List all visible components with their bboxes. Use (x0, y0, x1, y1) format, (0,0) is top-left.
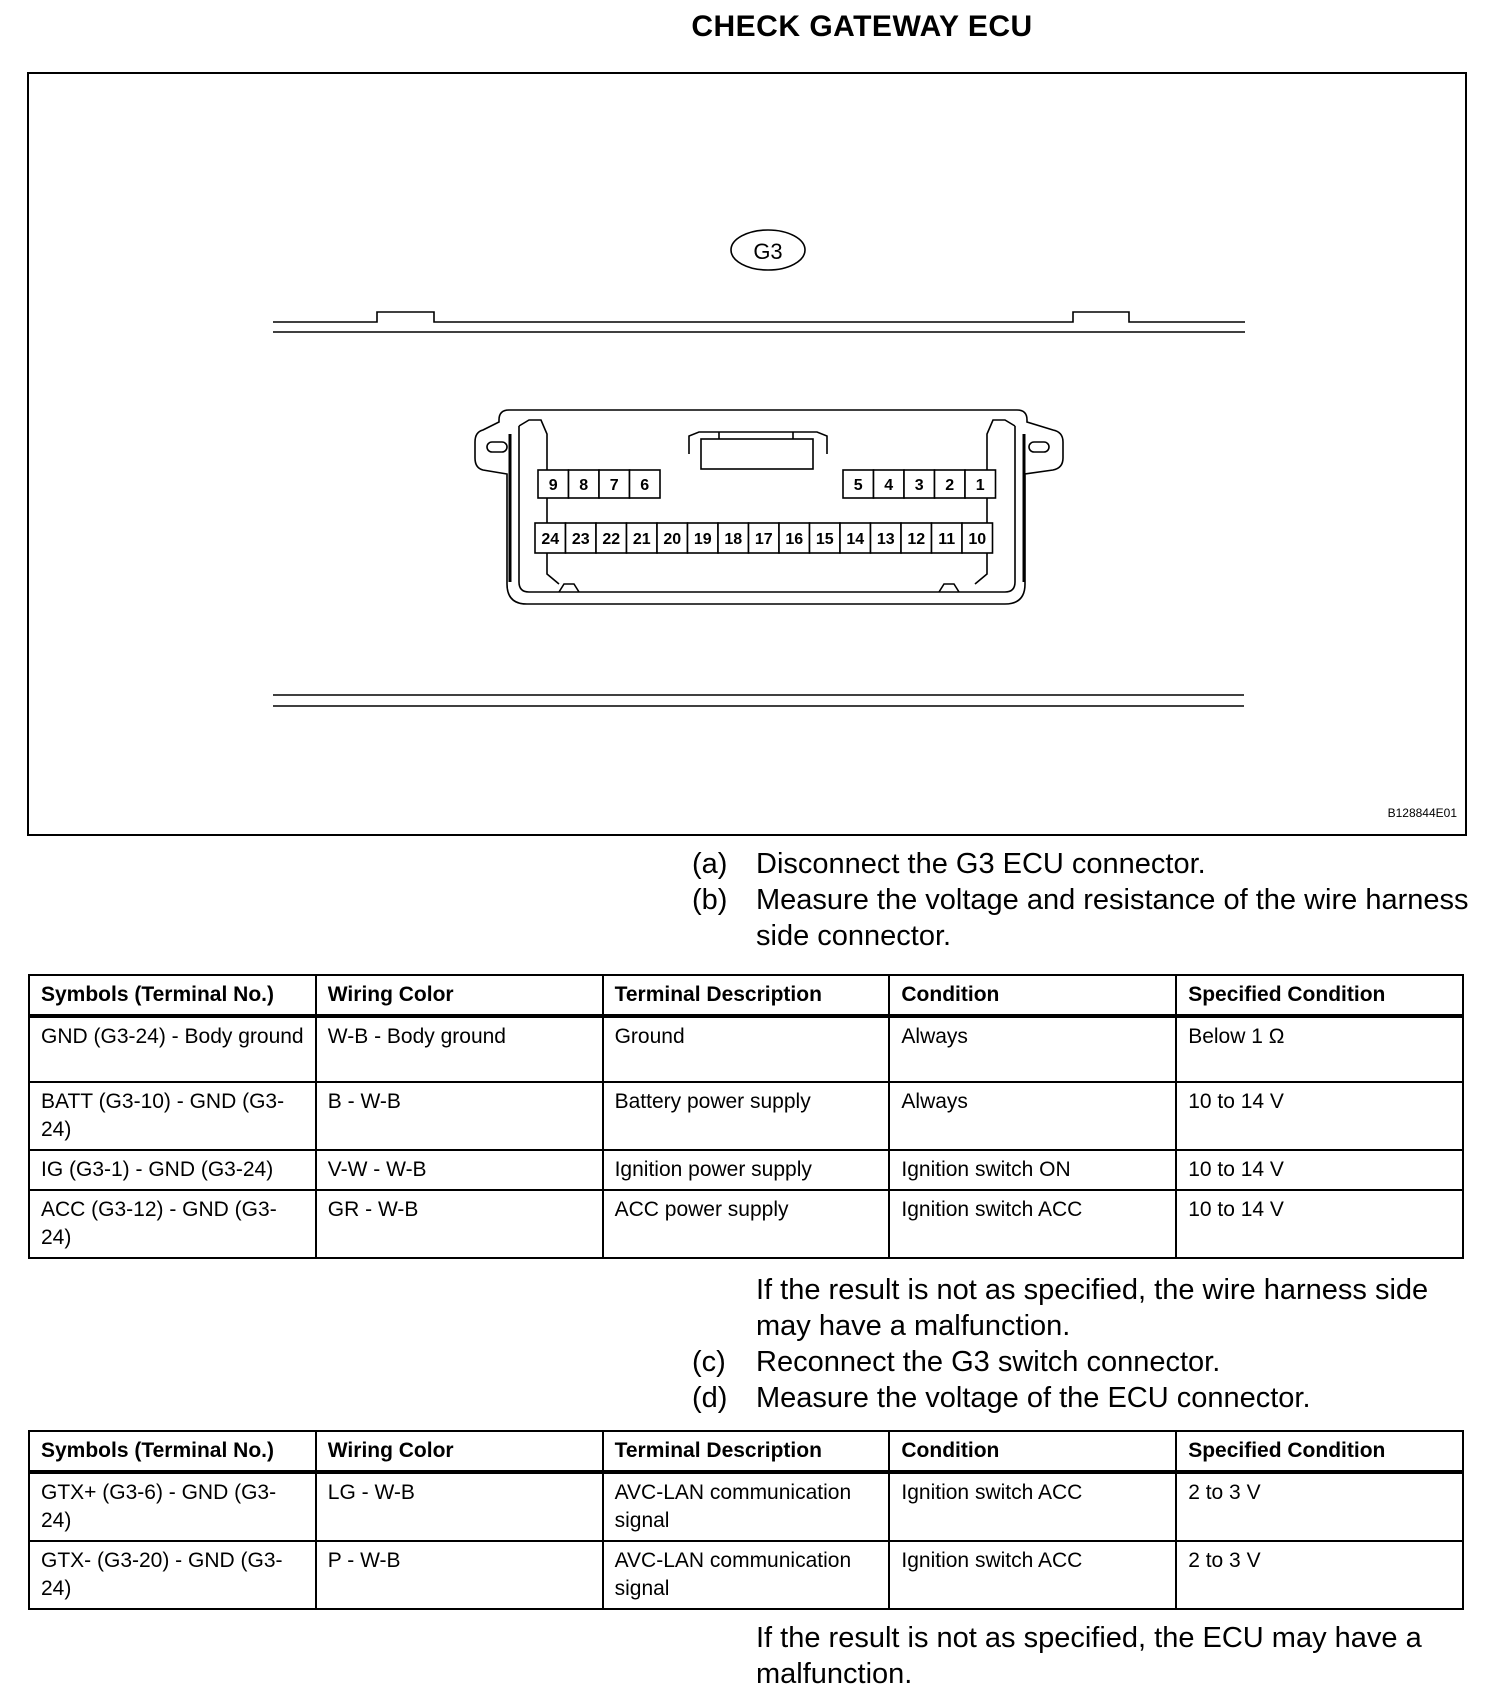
cell-specified-condition: 2 to 3 V (1176, 1541, 1463, 1609)
note-2: If the result is not as specified, the ECU may have a malfunction. (756, 1622, 1422, 1690)
cell-terminal-description: Battery power supply (603, 1082, 890, 1150)
cell-wiring-color: GR - W-B (316, 1190, 603, 1258)
pin-number: 24 (541, 531, 560, 548)
pin-number: 2 (945, 477, 955, 494)
pin-number: 4 (884, 477, 894, 494)
cell-condition: Always (889, 1016, 1176, 1082)
cell-specified-condition: 10 to 14 V (1176, 1150, 1463, 1190)
pin-number: 16 (785, 531, 804, 548)
header-specified-condition: Specified Condition (1176, 975, 1463, 1016)
page-title: CHECK GATEWAY ECU (691, 10, 1033, 43)
cell-terminal-description: Ignition power supply (603, 1150, 890, 1190)
connector-label: G3 (753, 239, 783, 264)
pin-number: 1 (975, 477, 985, 494)
pin-number: 11 (938, 531, 956, 548)
cell-wiring-color: V-W - W-B (316, 1150, 603, 1190)
cell-condition: Ignition switch ACC (889, 1541, 1176, 1609)
pin-number: 19 (693, 531, 712, 548)
cell-symbols: ACC (G3-12) - GND (G3-24) (29, 1190, 316, 1258)
cell-terminal-description: ACC power supply (603, 1190, 890, 1258)
pin-number: 15 (815, 531, 834, 548)
cell-condition: Ignition switch ON (889, 1150, 1176, 1190)
pin-number: 12 (907, 531, 926, 548)
pin-number: 3 (914, 477, 924, 494)
cell-wiring-color: W-B - Body ground (316, 1016, 603, 1082)
cell-symbols: IG (G3-1) - GND (G3-24) (29, 1150, 316, 1190)
cell-symbols: GTX+ (G3-6) - GND (G3-24) (29, 1472, 316, 1541)
pin-number: 22 (602, 531, 621, 548)
cell-specified-condition: 2 to 3 V (1176, 1472, 1463, 1541)
cell-condition: Always (889, 1082, 1176, 1150)
table-row (29, 1016, 1463, 1082)
measurement-table-1 (28, 974, 1464, 1259)
pin-row-upper-left (538, 470, 660, 498)
step-c: (c) Reconnect the G3 switch connector. (692, 1346, 1221, 1378)
pin-number: 7 (609, 477, 619, 494)
header-terminal-description: Terminal Description (603, 1431, 890, 1472)
pin-number: 5 (853, 477, 863, 494)
cell-wiring-color: P - W-B (316, 1541, 603, 1609)
pin-number: 10 (968, 531, 987, 548)
cell-specified-condition: 10 to 14 V (1176, 1082, 1463, 1150)
pin-number: 20 (663, 531, 682, 548)
cell-wiring-color: LG - W-B (316, 1472, 603, 1541)
header-symbols: Symbols (Terminal No.) (29, 1431, 316, 1472)
connector-figure (27, 72, 1467, 836)
pin-row-lower (535, 523, 993, 553)
pin-number: 14 (846, 531, 865, 548)
note-1: If the result is not as specified, the wire harness side may have a malfunction. (756, 1274, 1429, 1342)
cell-terminal-description: AVC-LAN communication signal (603, 1541, 890, 1609)
pin-number: 13 (876, 531, 895, 548)
cell-terminal-description: Ground (603, 1016, 890, 1082)
header-symbols: Symbols (Terminal No.) (29, 975, 316, 1016)
pin-number: 21 (632, 531, 651, 548)
pin-number: 23 (571, 531, 590, 548)
cell-wiring-color: B - W-B (316, 1082, 603, 1150)
cell-symbols: GTX- (G3-20) - GND (G3-24) (29, 1541, 316, 1609)
cell-terminal-description: AVC-LAN communication signal (603, 1472, 890, 1541)
table-row (29, 1541, 1463, 1609)
header-wiring-color: Wiring Color (316, 1431, 603, 1472)
cell-condition: Ignition switch ACC (889, 1190, 1176, 1258)
table-row (29, 1150, 1463, 1190)
table-header-row (29, 975, 1463, 1016)
steps-group-2 (692, 1344, 1472, 1416)
pin-number: 6 (640, 477, 650, 494)
step-d: (d) Measure the voltage of the ECU connector. (692, 1382, 1311, 1414)
cell-condition: Ignition switch ACC (889, 1472, 1176, 1541)
step-b: (b) Measure the voltage and resistance of the wire harness side connector. (692, 884, 1469, 952)
pin-number: 9 (548, 477, 558, 494)
pin-row-upper-right (843, 470, 996, 498)
pin-number: 17 (754, 531, 773, 548)
header-specified-condition: Specified Condition (1176, 1431, 1463, 1472)
header-wiring-color: Wiring Color (316, 975, 603, 1016)
header-terminal-description: Terminal Description (603, 975, 890, 1016)
cell-specified-condition: 10 to 14 V (1176, 1190, 1463, 1258)
step-a: (a) Disconnect the G3 ECU connector. (692, 848, 1206, 880)
steps-group-1 (692, 846, 1472, 954)
table-header-row (29, 1431, 1463, 1472)
cell-specified-condition: Below 1 Ω (1176, 1016, 1463, 1082)
table-row (29, 1472, 1463, 1541)
pin-number: 18 (724, 531, 743, 548)
connector-diagram (29, 74, 1464, 833)
measurement-table-2 (28, 1430, 1464, 1610)
table-row (29, 1082, 1463, 1150)
table-row (29, 1190, 1463, 1258)
figure-code: B128844E01 (1387, 806, 1457, 820)
cell-symbols: BATT (G3-10) - GND (G3-24) (29, 1082, 316, 1150)
header-condition: Condition (889, 1431, 1176, 1472)
header-condition: Condition (889, 975, 1176, 1016)
cell-symbols: GND (G3-24) - Body ground (29, 1016, 316, 1082)
pin-number: 8 (579, 477, 589, 494)
